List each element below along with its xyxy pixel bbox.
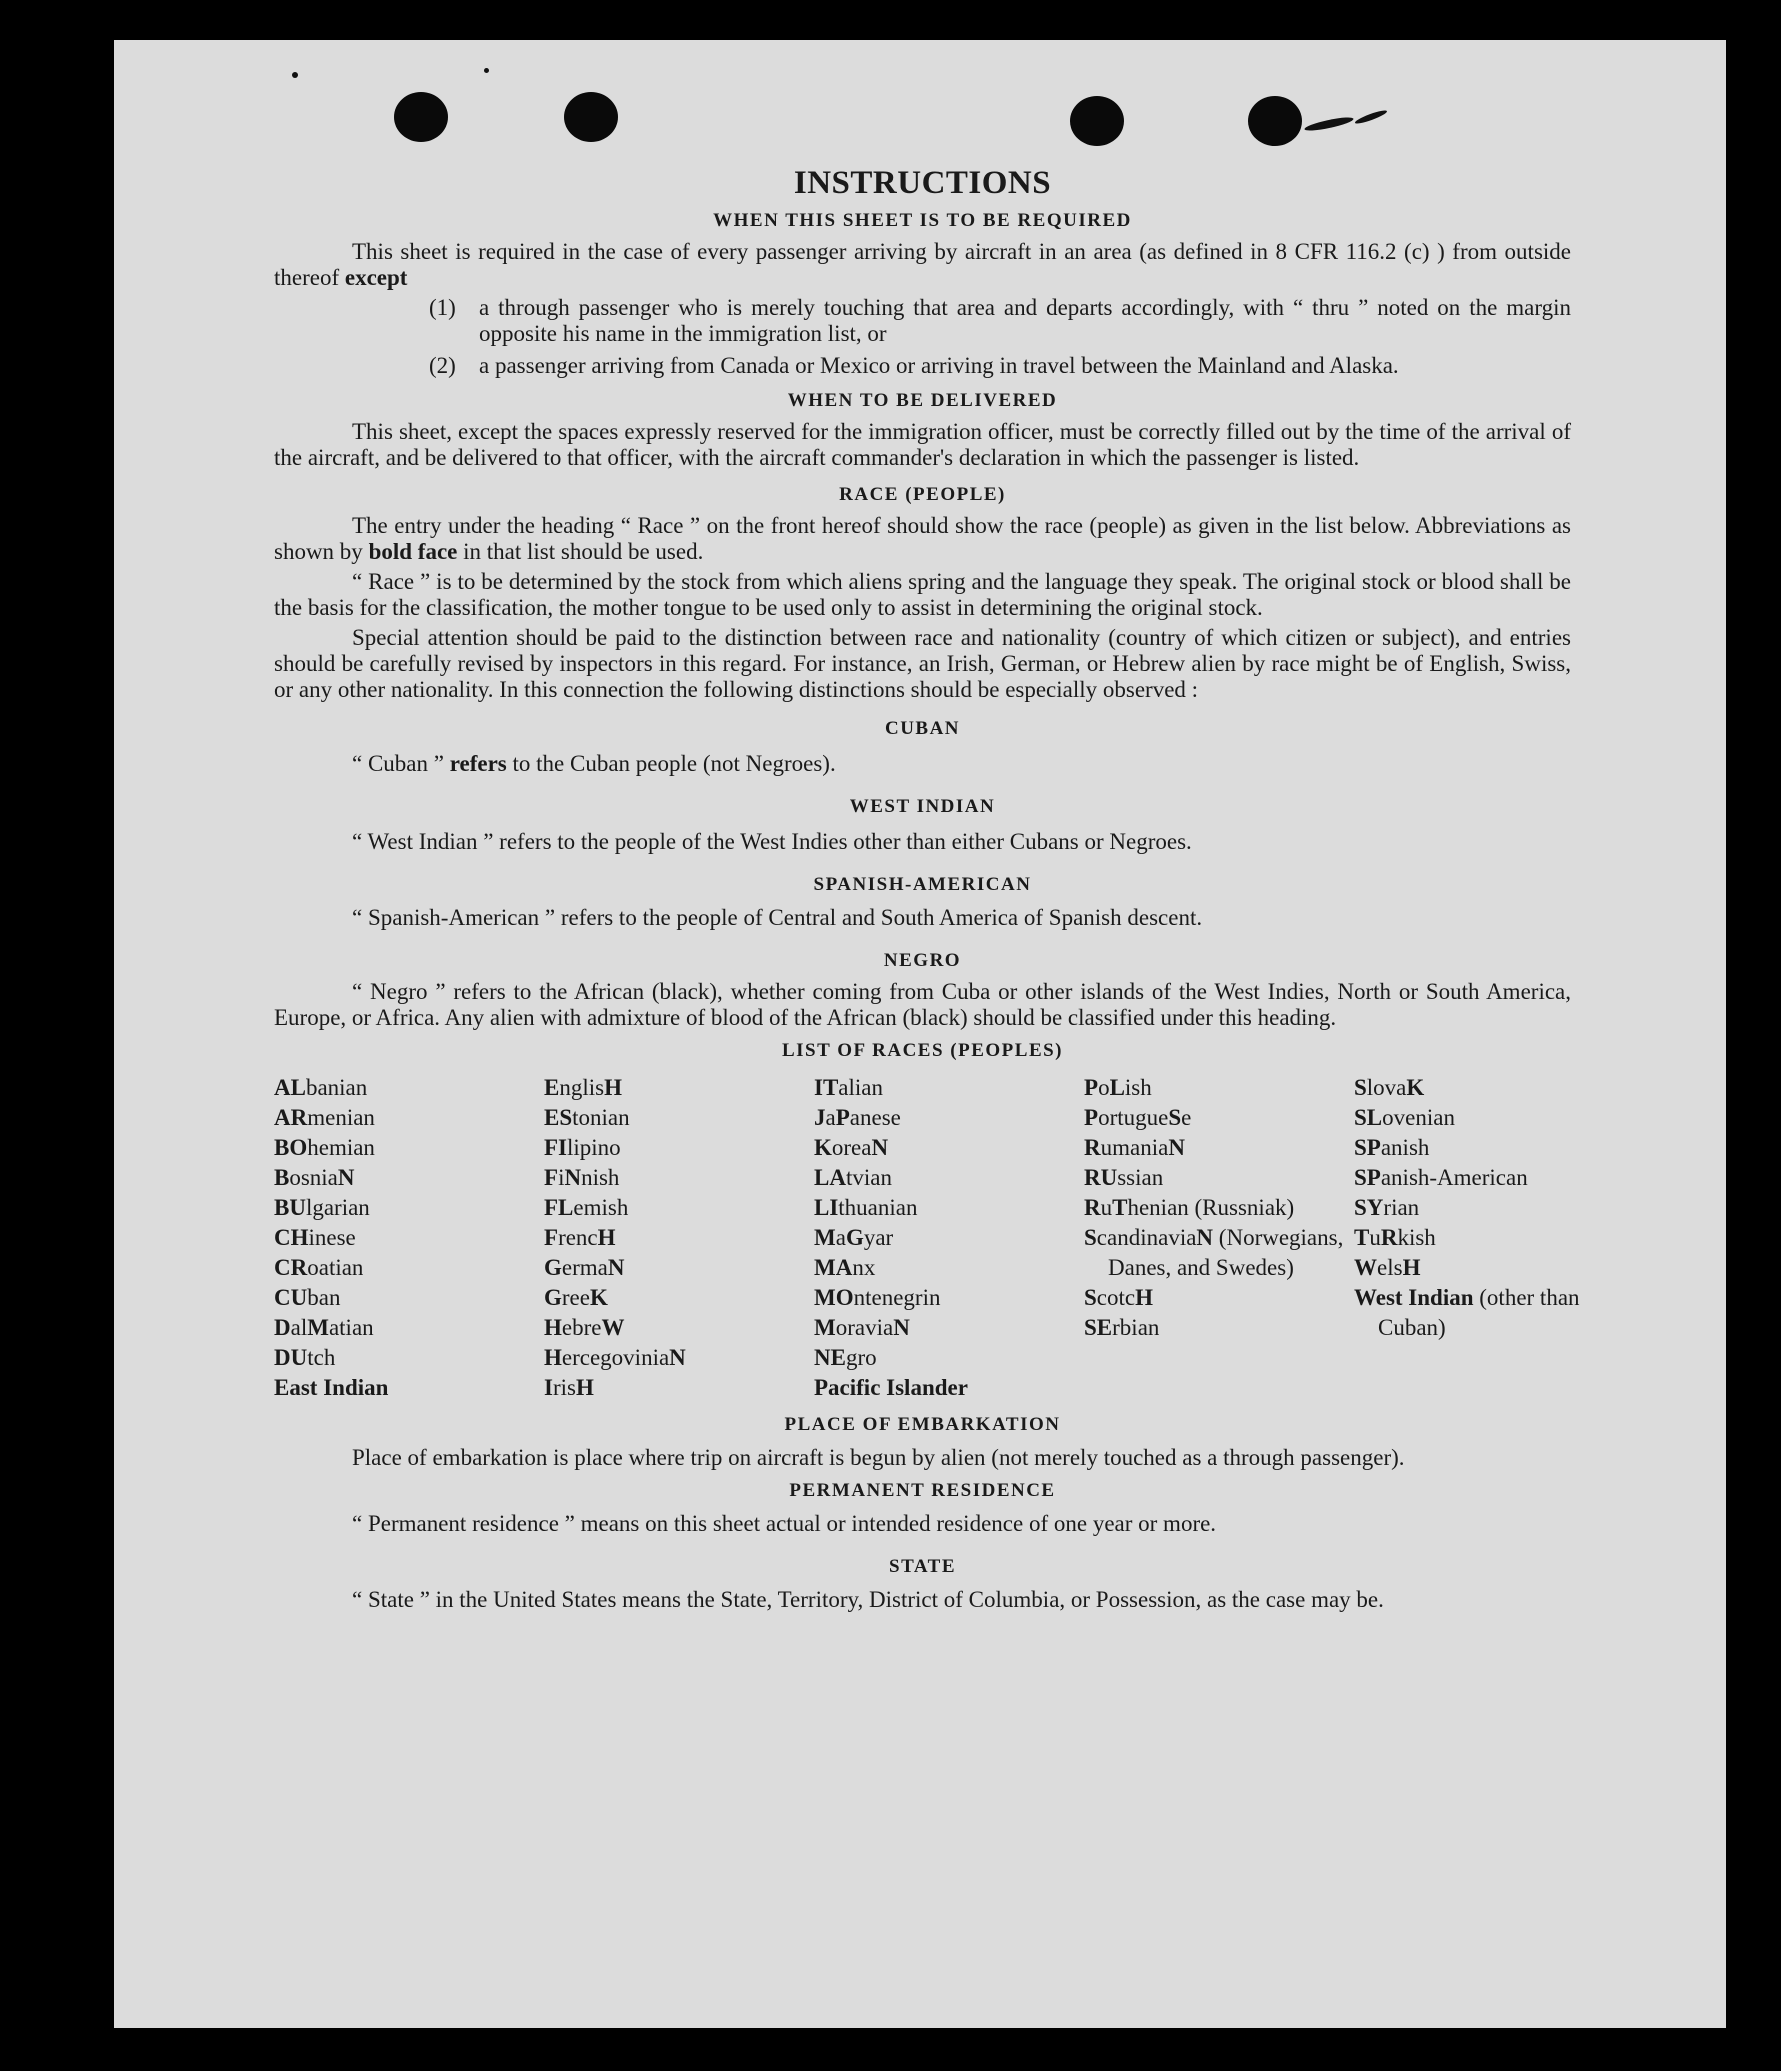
paragraph: “ State ” in the United States means the State, Territory, District of Columbia, or Possession, as the case may be. xyxy=(352,1587,1384,1612)
list-item: (2) a passenger arriving from Canada or Mexico or arriving in travel between the Mainland and Alaska. xyxy=(429,353,1399,378)
race-entry: RumaniaN xyxy=(1084,1135,1185,1160)
paragraph: Place of embarkation is place where trip on aircraft is begun by alien (not merely touched as a through passenger). xyxy=(352,1445,1405,1470)
race-entry: RuThenian (Russniak) xyxy=(1084,1195,1295,1220)
paragraph: “ Negro ” refers to the African (black), whether coming from Cuba or other islands of the West Indies, North or South America, Europe, or Africa. Any alien with admixture of blood of the African (black) should be classified under this heading. xyxy=(274,979,1571,1030)
race-entry: DUtch xyxy=(274,1345,336,1370)
race-entry: FiNnish xyxy=(544,1165,620,1190)
race-entry: ARmenian xyxy=(274,1105,375,1130)
punch-hole xyxy=(1070,96,1124,146)
paragraph: This sheet, except the spaces expressly reserved for the immigration officer, must be correctly filled out by the time of the arrival of the aircraft, and be delivered to that officer, with the aircraft commander's declaration in which the passenger is listed. xyxy=(274,419,1571,470)
race-entry: SlovaK xyxy=(1354,1075,1425,1100)
list-item: (1) a through passenger who is merely touching that area and departs accordingly, with “ thru ” noted on the margin opposite his name in the immigration list, or xyxy=(429,295,1571,346)
race-entry: BUlgarian xyxy=(274,1195,370,1220)
section-heading: SPANISH-AMERICAN xyxy=(813,874,1032,895)
race-entry: CRoatian xyxy=(274,1255,364,1280)
race-entry: BOhemian xyxy=(274,1135,375,1160)
race-entry: GreeK xyxy=(544,1285,608,1310)
race-entry: ALbanian xyxy=(274,1075,368,1100)
document-page xyxy=(114,40,1726,2028)
paragraph: “ Race ” is to be determined by the stock from which aliens spring and the language they speak. The original stock or blood shall be the basis for the classification, the mother tongue to be used only to assist in determining the original stock. xyxy=(274,569,1571,620)
race-entry: RUssian xyxy=(1084,1165,1164,1190)
race-entry: WelsH xyxy=(1354,1255,1421,1280)
paragraph: “ West Indian ” refers to the people of the West Indies other than either Cubans or Negroes. xyxy=(352,829,1192,854)
section-heading: PLACE OF EMBARKATION xyxy=(784,1414,1061,1435)
paragraph: This sheet is required in the case of every passenger arriving by aircraft in an area (as defined in 8 CFR 116.2 (c) ) from outside thereof except xyxy=(274,239,1571,290)
race-entry: EnglisH xyxy=(544,1075,622,1100)
race-entry: LAtvian xyxy=(814,1165,892,1190)
race-entry: HercegoviniaN xyxy=(544,1345,686,1370)
paragraph: Special attention should be paid to the distinction between race and nationality (country of which citizen or subject), and entries should be carefully revised by inspectors in this regard. For instance, an Irish, German, or Hebrew alien by race might be of English, Swiss, or any other nationality. In this connection the following distinctions should be especially observed : xyxy=(274,625,1571,702)
race-entry: GermaN xyxy=(544,1255,625,1280)
paragraph: “ Spanish-American ” refers to the people of Central and South America of Spanish descent. xyxy=(352,905,1203,930)
ink-mark xyxy=(484,68,489,73)
race-entry: CHinese xyxy=(274,1225,356,1250)
race-entry: IrisH xyxy=(544,1375,594,1400)
race-entry: SPanish xyxy=(1354,1135,1430,1160)
section-heading: PERMANENT RESIDENCE xyxy=(789,1480,1056,1501)
race-entry: FLemish xyxy=(544,1195,629,1220)
race-entry: JaPanese xyxy=(814,1105,901,1130)
race-entry: CUban xyxy=(274,1285,341,1310)
race-entry: EStonian xyxy=(544,1105,630,1130)
race-entry: PortugueSe xyxy=(1084,1105,1192,1130)
races-column xyxy=(544,1073,814,1403)
race-entry: KoreaN xyxy=(814,1135,889,1160)
ink-mark xyxy=(292,72,298,78)
section-heading: NEGRO xyxy=(883,950,962,971)
race-entry: FIlipino xyxy=(544,1135,621,1160)
race-entry: MOntenegrin xyxy=(814,1285,941,1310)
punch-hole xyxy=(1248,96,1302,146)
section-heading: RACE (PEOPLE) xyxy=(839,484,1006,505)
paragraph: “ Cuban ” refers to the Cuban people (not Negroes). xyxy=(352,751,836,776)
race-entry: DalMatian xyxy=(274,1315,374,1340)
race-entry: ITalian xyxy=(814,1075,883,1100)
race-entry: ScotcH xyxy=(1084,1285,1153,1310)
paragraph: The entry under the heading “ Race ” on the front hereof should show the race (people) as given in the list below. Abbreviations as shown by bold face in that list should be used. xyxy=(274,513,1571,564)
page-title: INSTRUCTIONS xyxy=(793,165,1052,201)
race-entry: ScandinaviaN (Norwegians, Danes, and Swedes) xyxy=(1084,1225,1344,1280)
section-heading: WHEN THIS SHEET IS TO BE REQUIRED xyxy=(713,210,1132,231)
ink-mark xyxy=(1354,108,1388,125)
races-column xyxy=(274,1073,544,1403)
race-entry: MoraviaN xyxy=(814,1315,910,1340)
race-entry: SPanish-American xyxy=(1354,1165,1528,1190)
races-list xyxy=(274,1073,1580,1403)
section-heading: LIST OF RACES (PEOPLES) xyxy=(781,1040,1064,1061)
race-entry: West Indian (other than Cuban) xyxy=(1354,1285,1580,1340)
race-entry: Pacific Islander xyxy=(814,1375,968,1400)
race-entry: FrencH xyxy=(544,1225,616,1250)
race-entry: MAnx xyxy=(814,1255,876,1280)
section-heading: WEST INDIAN xyxy=(849,796,996,817)
punch-hole xyxy=(564,92,618,142)
race-entry: HebreW xyxy=(544,1315,625,1340)
race-entry: SErbian xyxy=(1084,1315,1160,1340)
races-column xyxy=(1354,1073,1624,1403)
race-entry: East Indian xyxy=(274,1375,389,1400)
race-entry: PoLish xyxy=(1084,1075,1152,1100)
section-heading: STATE xyxy=(889,1556,956,1577)
paragraph: “ Permanent residence ” means on this sheet actual or intended residence of one year or more. xyxy=(352,1511,1217,1536)
section-heading: CUBAN xyxy=(884,718,961,739)
races-column xyxy=(814,1073,1084,1403)
instructions-body xyxy=(274,165,1580,1613)
races-column xyxy=(1084,1073,1354,1403)
punch-hole xyxy=(394,92,448,142)
race-entry: MaGyar xyxy=(814,1225,894,1250)
race-entry: BosniaN xyxy=(274,1165,355,1190)
race-entry: LIthuanian xyxy=(814,1195,918,1220)
race-entry: SLovenian xyxy=(1354,1105,1455,1130)
section-heading: WHEN TO BE DELIVERED xyxy=(787,390,1058,411)
race-entry: SYrian xyxy=(1354,1195,1420,1220)
race-entry: NEgro xyxy=(814,1345,877,1370)
ink-mark xyxy=(1304,115,1355,133)
race-entry: TuRkish xyxy=(1354,1225,1436,1250)
